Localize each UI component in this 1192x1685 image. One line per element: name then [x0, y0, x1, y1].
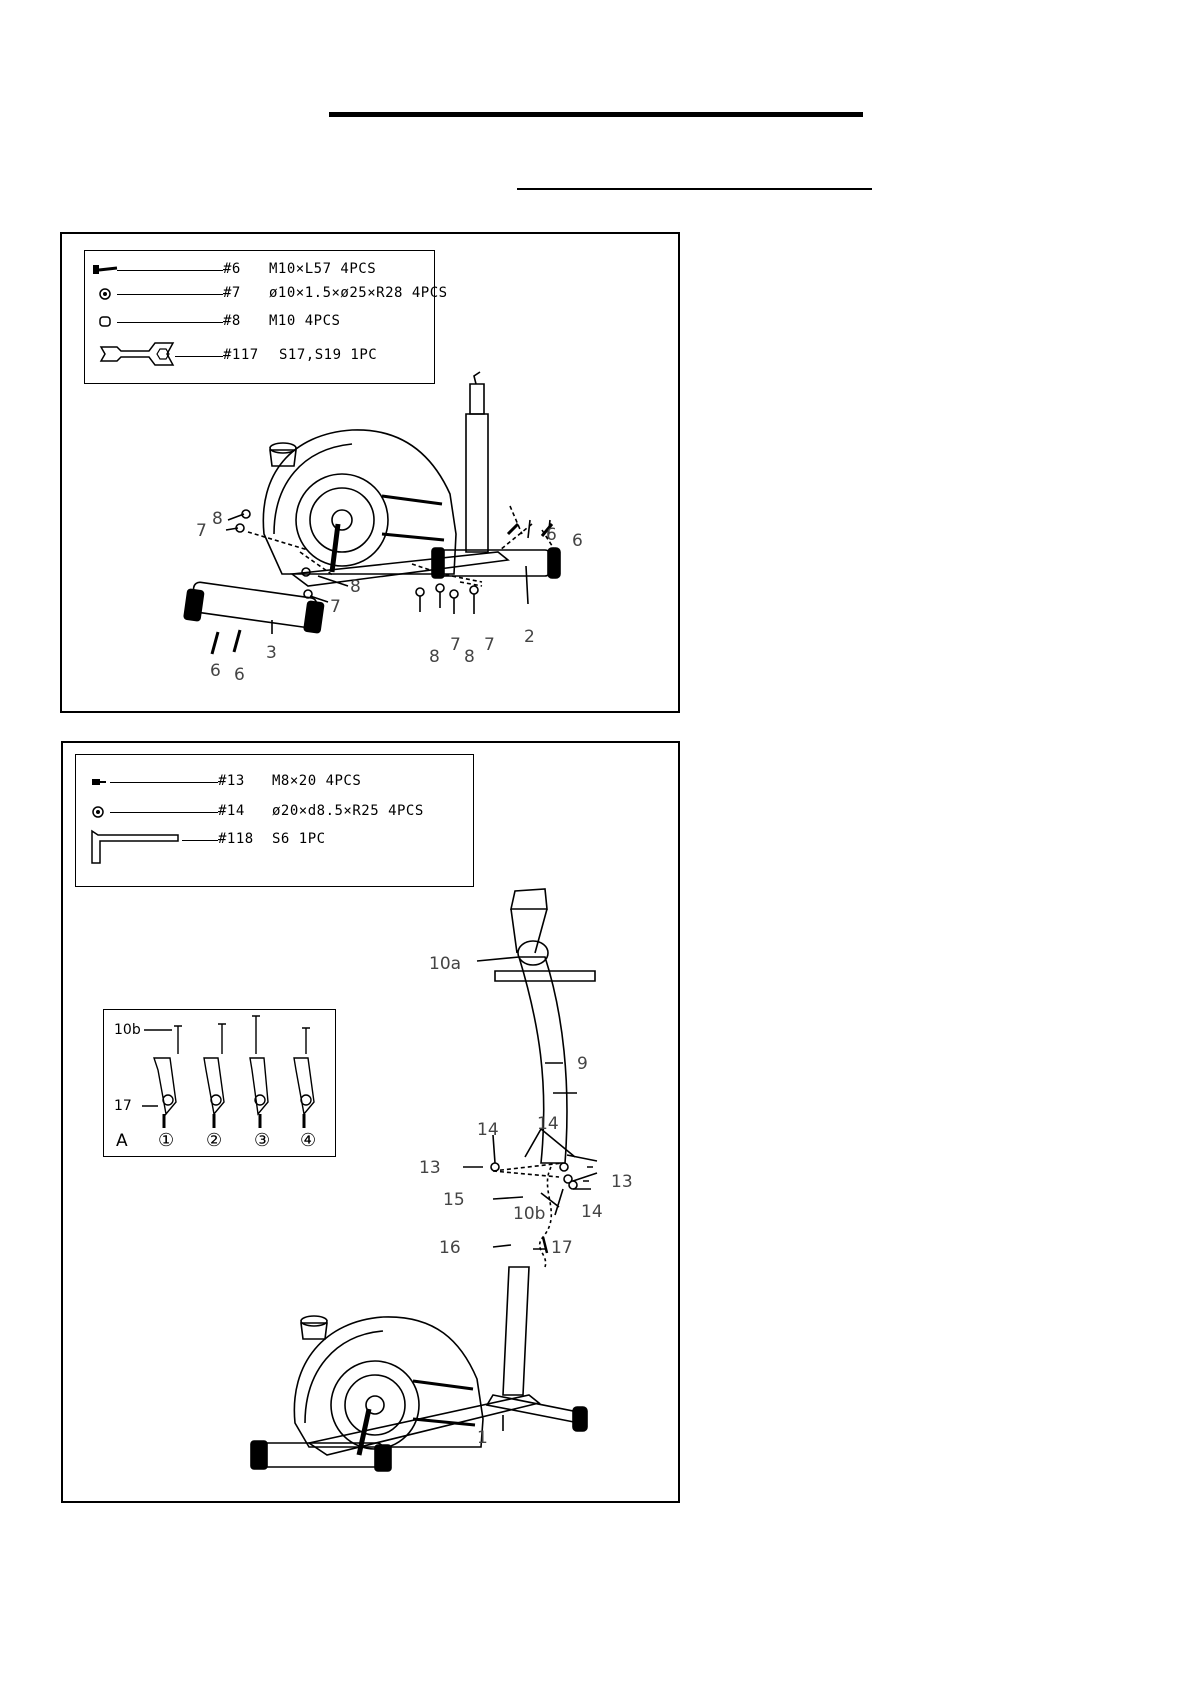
step-1-assembly-drawing — [62, 234, 678, 711]
substep-marker: ① — [158, 1130, 175, 1151]
callout-label: 14 — [537, 1114, 559, 1134]
part-spec: ø10×1.5×ø25×R28 4PCS — [269, 285, 448, 301]
part-number: #14 — [218, 803, 245, 819]
step-2-assembly-drawing — [63, 743, 678, 1501]
part-spec: M10 4PCS — [269, 313, 341, 329]
callout-label: 16 — [439, 1238, 461, 1258]
step-2-panel — [61, 741, 680, 1503]
callout-label: 9 — [577, 1054, 588, 1074]
callout-label: 8 — [350, 577, 361, 597]
part-spec: ø20×d8.5×R25 4PCS — [272, 803, 424, 819]
step-1-panel — [60, 232, 680, 713]
part-number: #7 — [223, 285, 241, 301]
callout-label: 15 — [443, 1190, 465, 1210]
callout-label: 6 — [234, 665, 245, 685]
callout-label: 3 — [266, 643, 277, 663]
callout-label: 7 — [484, 635, 495, 655]
title-underline — [329, 112, 863, 117]
callout-label: 13 — [611, 1172, 633, 1192]
callout-label: 10b — [114, 1022, 141, 1038]
part-spec: M8×20 4PCS — [272, 773, 362, 789]
part-number: #118 — [218, 831, 254, 847]
part-number: #117 — [223, 347, 259, 363]
subtitle-underline — [517, 188, 872, 190]
callout-label: 7 — [330, 597, 341, 617]
callout-label: 13 — [419, 1158, 441, 1178]
callout-label: 17 — [114, 1098, 132, 1114]
callout-label: 14 — [581, 1202, 603, 1222]
part-spec: S17,S19 1PC — [279, 347, 378, 363]
callout-label: 17 — [551, 1238, 573, 1258]
callout-label: 7 — [196, 521, 207, 541]
callout-label: 8 — [212, 509, 223, 529]
part-number: #6 — [223, 261, 241, 277]
callout-label: 6 — [546, 525, 557, 545]
substep-marker: ③ — [254, 1130, 271, 1151]
callout-label: 8 — [429, 647, 440, 667]
part-number: #8 — [223, 313, 241, 329]
callout-label: 14 — [477, 1120, 499, 1140]
callout-label: 8 — [464, 647, 475, 667]
callout-label: 10b — [513, 1204, 546, 1224]
callout-label: 10a — [429, 954, 462, 974]
part-spec: S6 1PC — [272, 831, 326, 847]
callout-label: 1 — [477, 1428, 488, 1448]
part-spec: M10×L57 4PCS — [269, 261, 377, 277]
inset-label-a: A — [116, 1131, 128, 1151]
callout-label: 6 — [210, 661, 221, 681]
substep-marker: ② — [206, 1130, 223, 1151]
substep-marker: ④ — [300, 1130, 317, 1151]
callout-label: 6 — [572, 531, 583, 551]
callout-label: 2 — [524, 627, 535, 647]
callout-label: 7 — [450, 635, 461, 655]
part-number: #13 — [218, 773, 245, 789]
